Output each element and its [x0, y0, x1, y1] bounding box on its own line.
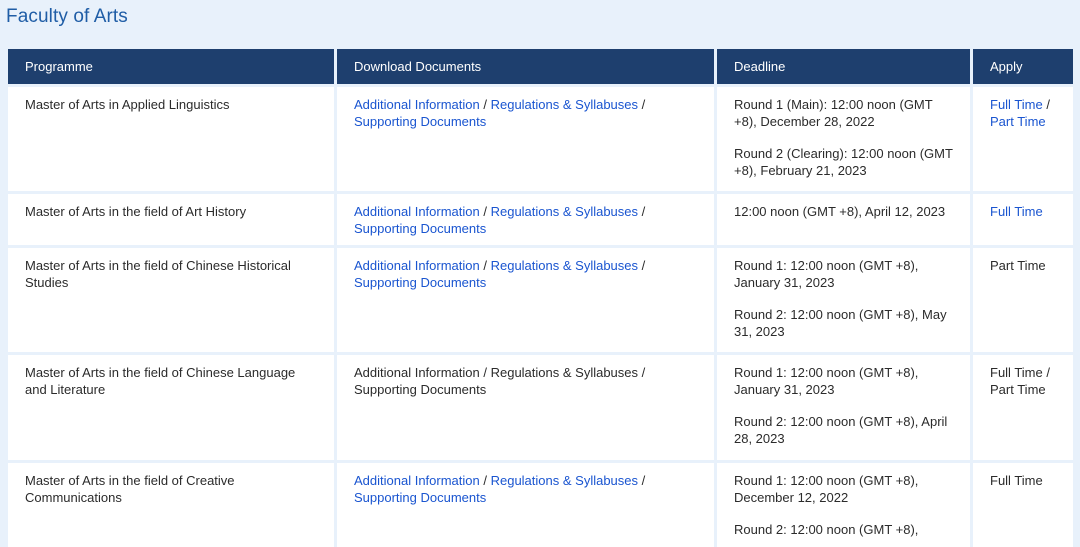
header-apply: Apply [973, 49, 1073, 84]
supporting-documents-link[interactable]: Supporting Documents [354, 220, 487, 236]
separator: / [638, 365, 646, 380]
programme-name: Master of Arts in the field of Chinese Language and Literature [25, 365, 296, 397]
programme-name: Master of Arts in the field of Art History [25, 204, 247, 219]
apply-cell [973, 355, 1073, 460]
regulations-syllabuses-link[interactable]: Regulations & Syllabuses [490, 204, 639, 219]
deadline-round-2: Round 2 (Clearing): 12:00 noon (GMT +8), February 21, 2023 [734, 146, 953, 178]
apply-cell [973, 248, 1073, 352]
apply-full-time-link[interactable]: Full Time [990, 97, 1043, 112]
supporting-documents-link[interactable]: Supporting Documents [354, 489, 487, 505]
apply-part-time-text: Part Time [990, 381, 1046, 397]
apply-full-time-link[interactable]: Full Time [990, 204, 1043, 219]
separator: / [638, 97, 646, 112]
documents-cell [337, 87, 714, 191]
apply-cell [973, 87, 1073, 191]
header-deadline: Deadline [717, 49, 970, 84]
separator: / [638, 258, 646, 273]
programme-cell [8, 248, 334, 352]
separator: / [1042, 97, 1050, 112]
apply-full-time-text: Full Time [990, 365, 1043, 380]
programme-cell [8, 87, 334, 191]
separator: / [479, 473, 491, 488]
apply-full-time-text: Full Time [990, 473, 1043, 488]
supporting-documents-link[interactable]: Supporting Documents [354, 113, 487, 129]
deadline-round-2: Round 2: 12:00 noon (GMT +8), April 28, 2023 [734, 414, 948, 446]
apply-cell [973, 194, 1073, 245]
apply-cell [973, 463, 1073, 547]
regulations-syllabuses-link[interactable]: Regulations & Syllabuses [490, 258, 639, 273]
separator: / [479, 365, 491, 380]
regulations-syllabuses-link[interactable]: Regulations & Syllabuses [490, 97, 639, 112]
separator: / [479, 204, 491, 219]
deadline-cell [717, 248, 970, 352]
deadline-round-1: Round 1: 12:00 noon (GMT +8), January 31, 2023 [734, 365, 919, 397]
separator: / [638, 473, 646, 488]
programme-name: Master of Arts in the field of Chinese Historical Studies [25, 258, 291, 290]
additional-information-link[interactable]: Additional Information [354, 473, 480, 488]
additional-information-text: Additional Information [354, 365, 480, 380]
additional-information-link[interactable]: Additional Information [354, 204, 480, 219]
deadline-round-1: Round 1: 12:00 noon (GMT +8), January 31, 2023 [734, 258, 919, 290]
programme-name: Master of Arts in the field of Creative Communications [25, 473, 235, 505]
deadline-cell [717, 87, 970, 191]
regulations-syllabuses-text: Regulations & Syllabuses [490, 365, 639, 380]
header-programme: Programme [8, 49, 334, 84]
deadline-cell [717, 463, 970, 547]
deadline-cell [717, 355, 970, 460]
programme-name: Master of Arts in Applied Linguistics [25, 97, 230, 112]
deadline-round-1: Round 1: 12:00 noon (GMT +8), December 12, 2022 [734, 473, 919, 505]
supporting-documents-text: Supporting Documents [354, 381, 487, 397]
deadline-round-2: Round 2: 12:00 noon (GMT +8), [734, 522, 919, 537]
programme-cell [8, 194, 334, 245]
deadline-cell [717, 194, 970, 245]
programme-cell [8, 355, 334, 460]
separator: / [638, 204, 646, 219]
additional-information-link[interactable]: Additional Information [354, 97, 480, 112]
header-download-documents: Download Documents [337, 49, 714, 84]
deadline-round-2: Round 2: 12:00 noon (GMT +8), May 31, 2023 [734, 307, 947, 339]
page-title: Faculty of Arts [6, 6, 128, 27]
documents-cell [337, 355, 714, 460]
programmes-table [8, 49, 1080, 547]
separator: / [479, 258, 491, 273]
separator: / [1042, 365, 1050, 380]
regulations-syllabuses-link[interactable]: Regulations & Syllabuses [490, 473, 639, 488]
documents-cell [337, 463, 714, 547]
deadline-text: 12:00 noon (GMT +8), April 12, 2023 [734, 204, 946, 219]
apply-part-time-link[interactable]: Part Time [990, 113, 1046, 129]
documents-cell [337, 248, 714, 352]
programme-cell [8, 463, 334, 547]
supporting-documents-link[interactable]: Supporting Documents [354, 274, 487, 290]
deadline-round-1: Round 1 (Main): 12:00 noon (GMT +8), December 28, 2022 [734, 97, 933, 129]
separator: / [479, 97, 491, 112]
apply-part-time-text: Part Time [990, 258, 1046, 273]
documents-cell [337, 194, 714, 245]
additional-information-link[interactable]: Additional Information [354, 258, 480, 273]
